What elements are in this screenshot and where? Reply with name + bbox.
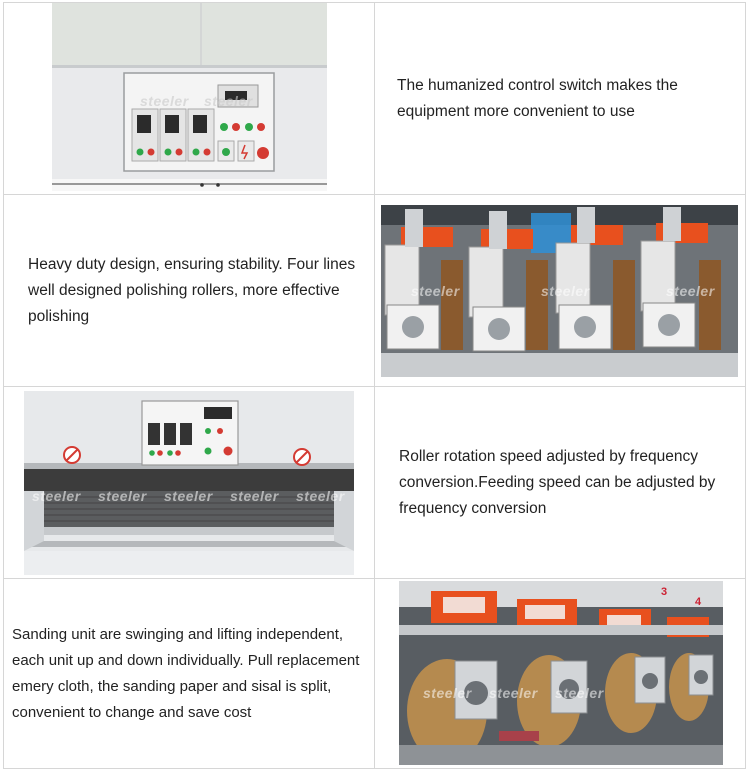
feature-description: Roller rotation speed adjusted by frequency conversion.Feeding speed can be adjusted by frequency conversion [399, 447, 716, 517]
watermark: steeler [423, 685, 472, 701]
control-panel-photo [52, 3, 327, 191]
unit-number-4: 4 [695, 596, 702, 608]
image-cell [4, 3, 374, 194]
watermark: steeler [98, 488, 147, 504]
image-cell [375, 195, 745, 386]
watermark: steeler [541, 283, 590, 299]
watermark: steeler [411, 283, 460, 299]
polishing-rollers-photo [381, 205, 738, 377]
feeding-conveyor-photo [24, 391, 354, 575]
image-cell [4, 387, 374, 578]
watermark: steeler [666, 283, 715, 299]
watermark: steeler [140, 93, 189, 109]
feature-row-4 [4, 579, 745, 768]
watermark: steeler [204, 93, 253, 109]
feature-description: Heavy duty design, ensuring stability. Four lines well designed polishing rollers, more effective polishing [28, 255, 356, 325]
feature-row-1 [4, 3, 745, 195]
feature-row-3 [4, 387, 745, 579]
watermark: steeler [489, 685, 538, 701]
unit-number-3: 3 [661, 586, 668, 598]
image-cell [375, 579, 745, 768]
feature-row-2 [4, 195, 745, 387]
watermark: steeler [230, 488, 279, 504]
feature-table [3, 2, 746, 769]
text-cell [375, 387, 745, 578]
watermark: steeler [32, 488, 81, 504]
text-cell [4, 579, 374, 768]
watermark: steeler [555, 685, 604, 701]
feature-description: Sanding unit are swinging and lifting independent, each unit up and down individually. Pull replacement emery cloth, the sanding paper and sisal is split, convenient to change and save cost [12, 625, 360, 721]
text-cell [375, 3, 745, 194]
sanding-units-photo [399, 581, 723, 765]
text-cell [4, 195, 374, 386]
watermark: steeler [164, 488, 213, 504]
feature-description: The humanized control switch makes the equipment more convenient to use [397, 76, 678, 120]
watermark: steeler [296, 488, 345, 504]
